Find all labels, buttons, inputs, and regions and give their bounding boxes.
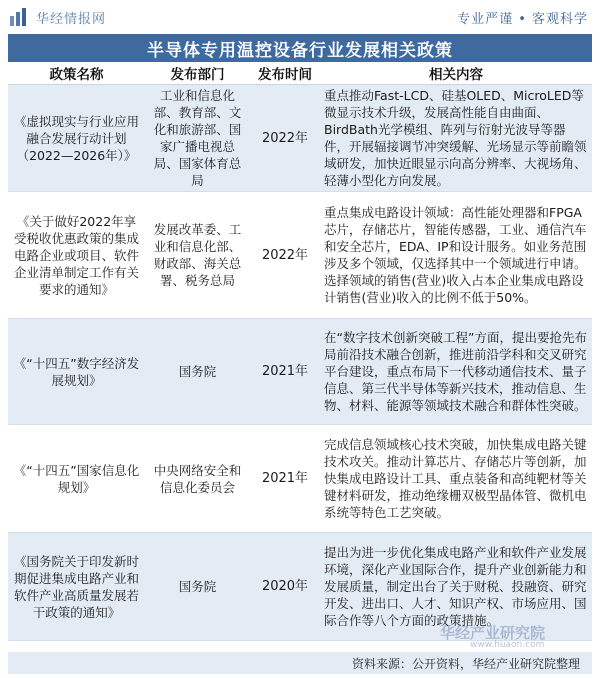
policy-content: 重点推动Fast-LCD、硅基OLED、MicroLED等微显示技术升级，发展高性能自由曲面、BirdBath光学模组、阵列与衍射光波导等器件，开展辐接调节冲突缓解、光场显示等前瞻领域研发，加快近眼显示向高分辨率、大视场角、轻薄小型化方向发展。 (320, 85, 592, 192)
watermark-text: 华经产业研究院 (440, 624, 546, 642)
policy-department: 发展改革委、工业和信息化部、财政部、海关总署、税务总局 (145, 192, 250, 319)
watermark-url: www.huaon.com (470, 640, 545, 650)
policy-name: 《国务院关于印发新时期促进集成电路产业和软件产业高质量发展若干政策的通知》 (8, 533, 145, 641)
policy-time: 2020年 (250, 533, 320, 641)
policy-department: 工业和信息化部、教育部、文化和旅游部、国家广播电视总局、国家体育总局 (145, 85, 250, 192)
policy-content: 在“数字技术创新突破工程”方面，提出要抢先布局前沿技术融合创新，推进前沿学科和交叉研究平台建设，重点布局下一代移动通信技术、量子信息、第三代半导体等新兴技术，推动信息、生物、材料、能源等领域技术融合和群体性突破。 (320, 319, 592, 425)
brand-name: 华经情报网 (36, 11, 107, 27)
table-row (8, 319, 592, 425)
column-header-name: 政策名称 (8, 62, 145, 85)
source-note: 资料来源：公开资料，华经产业研究院整理 (8, 652, 592, 674)
policy-department: 国务院 (145, 319, 250, 425)
brand (8, 6, 106, 28)
page-title: 半导体专用温控设备行业发展相关政策 (8, 34, 592, 62)
table-row (8, 85, 592, 192)
policy-content: 完成信息领域核心技术突破，加快集成电路关键技术攻关。推动计算芯片、存储芯片等创新，加快集成电路设计工具、重点装备和高纯靶材等关键材料研发，推动绝缘栅双极型晶体管、微机电系统等特色工艺突破。 (320, 425, 592, 533)
table-header-row (8, 62, 592, 85)
policy-department: 中央网络安全和信息化委员会 (145, 425, 250, 533)
table-row (8, 425, 592, 533)
policy-time: 2022年 (250, 192, 320, 319)
policy-name: 《虚拟现实与行业应用融合发展行动计划（2022—2026年）》 (8, 85, 145, 192)
huajing-logo-icon (8, 6, 30, 28)
policy-table (8, 62, 592, 641)
policy-name: 《关于做好2022年享受税收优惠政策的集成电路企业或项目、软件企业清单制定工作有关要求的通知》 (8, 192, 145, 319)
column-header-content: 相关内容 (320, 62, 592, 85)
slogan: 专业严谨 • 客观科学 (457, 11, 588, 27)
policy-content: 提出为进一步优化集成电路产业和软件产业发展环境，深化产业国际合作，提升产业创新能力和发展质量，制定出台了关于财税、投融资、研究开发、进出口、人才、知识产权、市场应用、国际合作等八个方面的政策措施。 (320, 533, 592, 641)
policy-time: 2021年 (250, 319, 320, 425)
policy-department: 国务院 (145, 533, 250, 641)
table-row (8, 192, 592, 319)
policy-name: 《“十四五”数字经济发展规划》 (8, 319, 145, 425)
policy-time: 2021年 (250, 425, 320, 533)
column-header-department: 发布部门 (145, 62, 250, 85)
column-header-time: 发布时间 (250, 62, 320, 85)
policy-content: 重点集成电路设计领域：高性能处理器和FPGA芯片，存储芯片，智能传感器，工业、通信汽车和安全芯片，EDA、IP和设计服务。如业务范围涉及多个领域，仅选择其中一个领域进行申请。选择领域的销售(营业)收入占本企业集成电路设计销售(营业)收入的比例不低于50%。 (320, 192, 592, 319)
top-bar (0, 0, 600, 34)
policy-time: 2022年 (250, 85, 320, 192)
policy-name: 《“十四五”国家信息化规划》 (8, 425, 145, 533)
